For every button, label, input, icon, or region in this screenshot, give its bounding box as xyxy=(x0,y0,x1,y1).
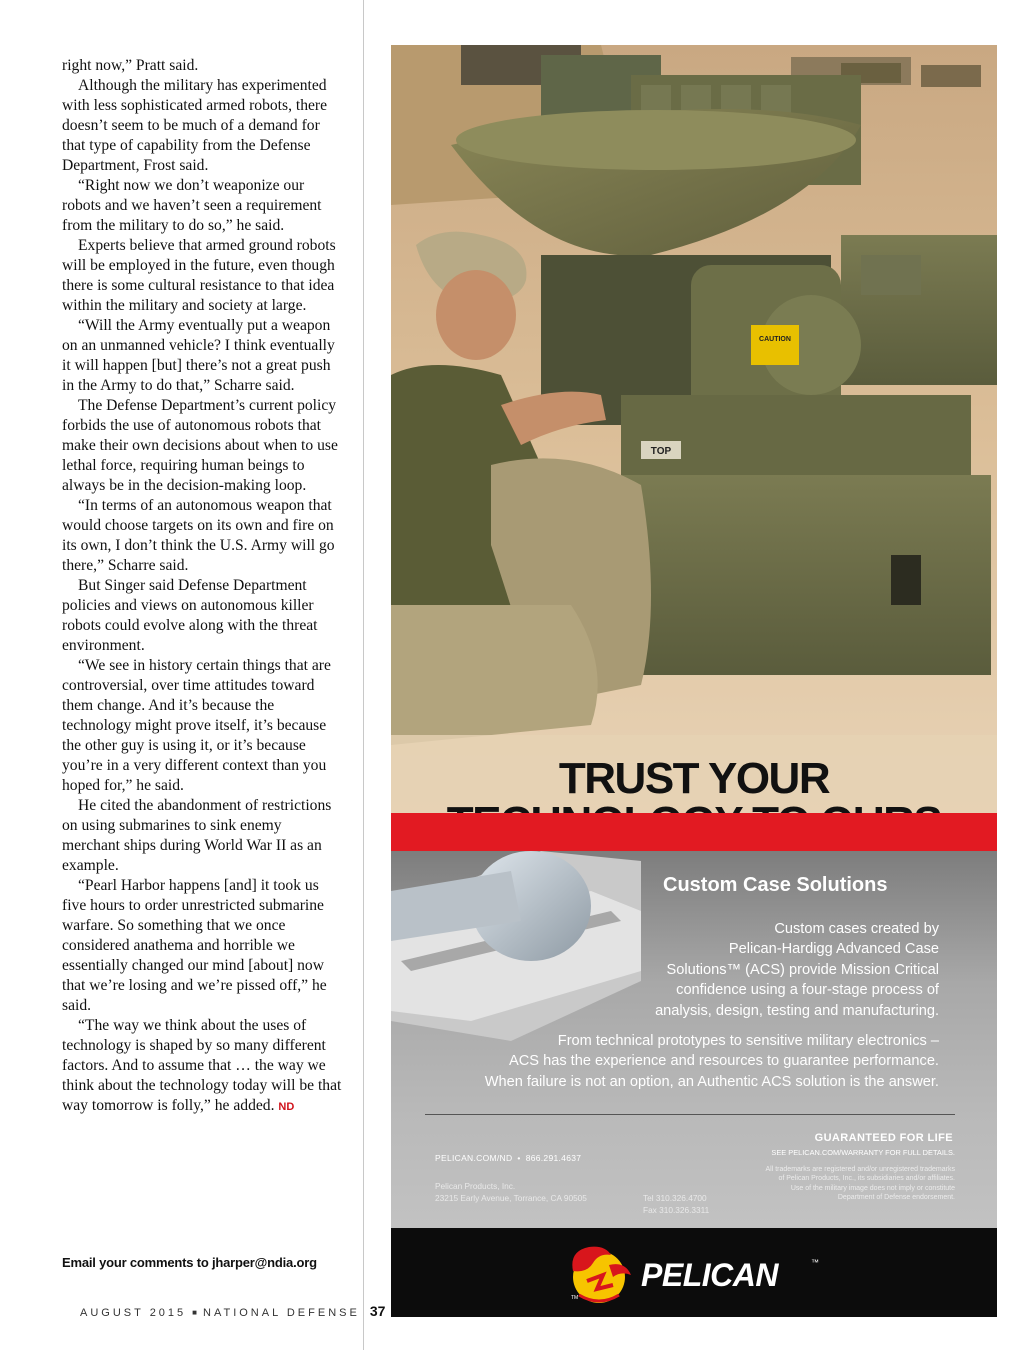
red-accent-bar xyxy=(391,813,997,851)
article-paragraph: “Pearl Harbor happens [and] it took us five hours to order unrestricted submarine warfare. So something that we once considered anathema and horrible we essentially changed our mind [about] now that we’re losing and we’re pissed off,” he said. xyxy=(62,877,327,1014)
article-paragraph: Although the military has experimented with less sophisticated armed robots, there doesn’t seem to be much of a demand for that type of capability from the Defense Department, Frost said. xyxy=(62,77,328,174)
headline-line-1: TRUST YOUR xyxy=(558,754,830,803)
tel-number: Tel 310.326.4700 xyxy=(643,1193,707,1203)
email-comments[interactable]: Email your comments to jharper@ndia.org xyxy=(62,1255,317,1270)
fax-number: Fax 310.326.3311 xyxy=(643,1205,710,1215)
article-paragraph: “We see in history certain things that are controversial, over time attitudes toward them change. And it’s because the technology might prove itself, it’s because the other guy is using it, or it’s because you’re in a very different context than you hoped for,” he said. xyxy=(62,657,331,794)
gutter-divider xyxy=(363,0,364,1350)
legal-line: All trademarks are registered and/or unregistered trademarks xyxy=(765,1166,955,1173)
body-line: Pelican-Hardigg Advanced Case xyxy=(728,941,939,958)
company-address xyxy=(435,1180,587,1204)
end-mark: ND xyxy=(278,1101,295,1113)
ad-rule xyxy=(425,1114,955,1115)
article-column xyxy=(62,56,342,1117)
legal-line: of Pelican Products, Inc., its subsidiaries and/or affiliates. xyxy=(778,1175,955,1183)
article-paragraph-last xyxy=(62,1016,342,1117)
section-title: Custom Case Solutions xyxy=(663,874,888,896)
article-paragraph-text: “The way we think about the uses of technology is shaped by so many different factors. And to assume that … the way we think about the technology today will be that way tomorrow is folly,” he added. xyxy=(62,1017,342,1114)
warranty-link[interactable]: SEE PELICAN.COM/WARRANTY FOR FULL DETAILS. xyxy=(771,1148,955,1157)
legal-disclaimer xyxy=(715,1165,955,1203)
pelican-wordmark: PELICAN xyxy=(641,1257,778,1293)
top-label: TOP xyxy=(650,446,672,457)
pelican-advertisement xyxy=(391,45,997,1317)
logo-tm-mark: TM xyxy=(571,1295,579,1301)
contact-phone: 866.291.4637 xyxy=(525,1153,582,1163)
caution-sticker: CAUTION xyxy=(759,336,791,343)
wordmark-tm: ™ xyxy=(811,1258,819,1267)
contact-dot: • xyxy=(517,1153,521,1163)
telephone-block xyxy=(643,1192,709,1216)
article-paragraph: But Singer said Defense Department policies and views on autonomous killer robots could evolve along with the threat environment. xyxy=(62,577,318,654)
page-folio xyxy=(80,1303,385,1319)
article-paragraph: Experts believe that armed ground robots will be employed in the future, even though there is some cultural resistance to that idea within the military and society at large. xyxy=(62,237,336,314)
ad-photo-soldier-satellite xyxy=(391,45,997,815)
article-paragraph: “In terms of an autonomous weapon that would choose targets on its own and fire on its own, I don’t think the U.S. Army will go there,” Scharre said. xyxy=(62,497,335,574)
legal-line: Department of Defense endorsement. xyxy=(837,1194,955,1202)
legal-line: Use of the military image does not imply or constitute xyxy=(790,1184,955,1192)
body-line: analysis, design, testing and manufacturing. xyxy=(655,1002,939,1019)
article-paragraph: right now,” Pratt said. xyxy=(62,57,199,74)
contact-line xyxy=(435,1153,581,1163)
body2-line: When failure is not an option, an Authentic ACS solution is the answer. xyxy=(484,1073,939,1090)
folio-date: AUGUST 2015 xyxy=(80,1307,187,1319)
folio-magazine: NATIONAL DEFENSE xyxy=(203,1307,360,1319)
page-number: 37 xyxy=(369,1303,386,1319)
body-line: confidence using a four-stage process of xyxy=(676,982,939,999)
body2-line: From technical prototypes to sensitive military electronics – xyxy=(557,1033,939,1049)
article-paragraph: The Defense Department’s current policy forbids the use of autonomous robots that make their own decisions about when to use lethal force, requiring human beings to always be in the decision-making loop. xyxy=(62,397,338,494)
ad-body-text-2 xyxy=(419,1031,939,1092)
folio-separator: ■ xyxy=(192,1308,198,1317)
article-paragraph: “Right now we don’t weaponize our robots and we haven’t seen a requirement from the military to do so,” he said. xyxy=(62,177,322,234)
body-line: Solutions™ (ACS) provide Mission Critical xyxy=(666,961,939,978)
article-paragraph: “Will the Army eventually put a weapon on an unmanned vehicle? I think eventually it will happen [but] there’s not a great push in the Army to do that,” Scharre said. xyxy=(62,317,335,394)
ad-body-text xyxy=(609,919,939,1021)
contact-url[interactable]: PELICAN.COM/ND xyxy=(435,1153,513,1163)
body2-line: ACS has the experience and resources to guarantee performance. xyxy=(509,1053,939,1070)
article-paragraph: He cited the abandonment of restrictions on using submarines to sink enemy merchant ships during World War II as an example. xyxy=(62,797,332,874)
body-line: Custom cases created by xyxy=(774,921,939,937)
company-name: Pelican Products, Inc. xyxy=(435,1181,516,1191)
street-address: 23215 Early Avenue, Torrance, CA 90505 xyxy=(435,1193,587,1203)
guarantee-label: GUARANTEED FOR LIFE xyxy=(814,1132,953,1144)
